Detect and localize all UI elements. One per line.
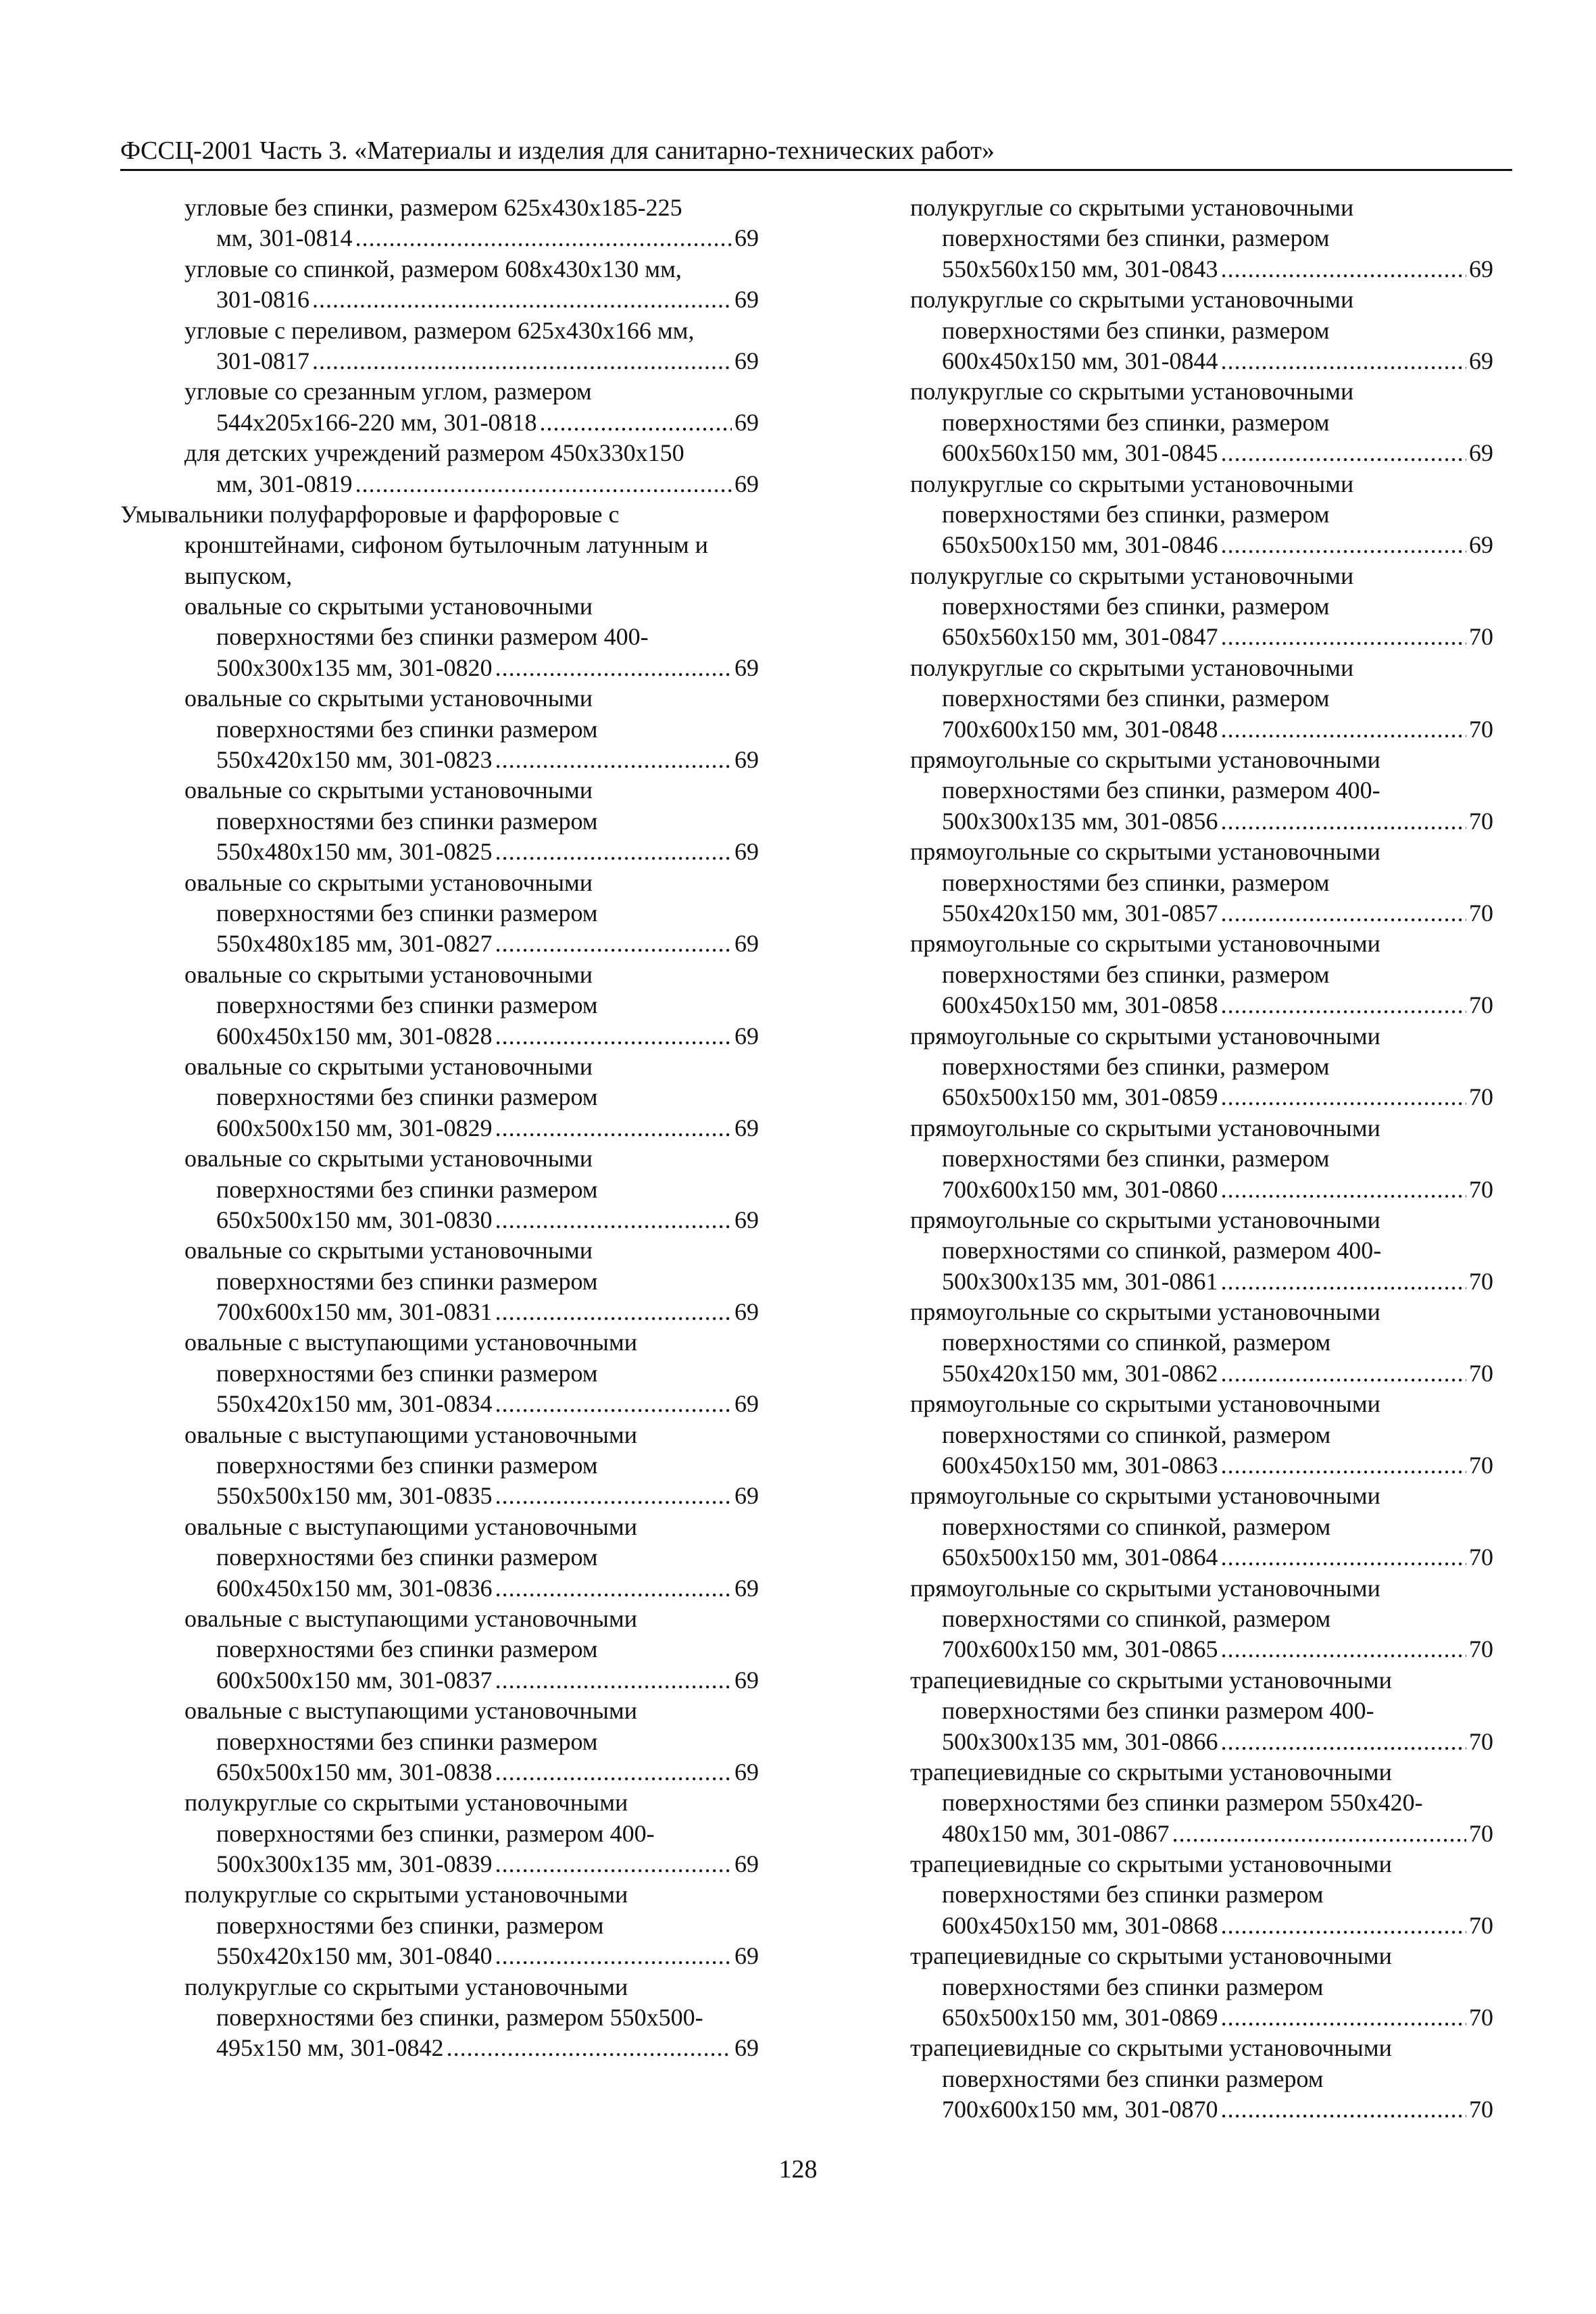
entry-text-line: поверхностями без спинки, размером 400- [216, 1819, 655, 1847]
index-entry [910, 2033, 1493, 2125]
entry-text-line: поверхностями без спинки размером 550х420- [942, 1789, 1423, 1817]
entry-text-line: поверхностями без спинки размером 400- [216, 623, 649, 651]
entry-leader-line [910, 806, 1493, 837]
entry-leader-line [120, 745, 759, 775]
dot-leader [1221, 714, 1466, 745]
entry-code: 700х600х150 мм, 301-0848 [942, 715, 1218, 743]
entry-text-line: трапециевидные со скрытыми установочными [910, 1850, 1392, 1878]
entry-code: 550х420х150 мм, 301-0857 [942, 899, 1218, 927]
entry-leader-line [120, 346, 759, 376]
entry-page-ref: 69 [734, 1574, 759, 1602]
index-entry [910, 285, 1493, 376]
entry-page-ref: 70 [1469, 1452, 1493, 1479]
index-entry [120, 1604, 759, 1696]
dot-leader [495, 1573, 732, 1604]
entry-text-line: полукруглые со скрытыми установочными [184, 1881, 628, 1909]
entry-code: 600х450х150 мм, 301-0868 [942, 1911, 1218, 1939]
entry-leader-line [910, 438, 1493, 468]
entry-code: 700х600х150 мм, 301-0870 [942, 2096, 1218, 2123]
index-entry [120, 254, 759, 316]
dot-leader [1221, 2002, 1466, 2033]
index-entry [120, 1788, 759, 1879]
entry-leader-line [120, 469, 759, 499]
entry-leader-line [120, 1389, 759, 1419]
page-number: 128 [778, 2155, 818, 2184]
dot-leader [1221, 806, 1466, 837]
entry-text-line: поверхностями со спинкой, размером [942, 1512, 1331, 1540]
entry-code: 500х300х135 мм, 301-0861 [942, 1267, 1218, 1295]
entry-text-line: полукруглые со скрытыми установочными [184, 1789, 628, 1817]
entry-text-line: поверхностями без спинки, размером [942, 408, 1330, 436]
index-entry [120, 1235, 759, 1327]
dot-leader [495, 1021, 732, 1052]
entry-text-line: поверхностями без спинки размером [216, 807, 598, 835]
entry-page-ref: 70 [1469, 1819, 1493, 1847]
index-entry [910, 1021, 1493, 1113]
entry-leader-line [910, 714, 1493, 745]
entry-leader-line [910, 2094, 1493, 2125]
entry-code: 700х600х150 мм, 301-0865 [942, 1635, 1218, 1663]
entry-leader-line [910, 1358, 1493, 1389]
entry-text-line: угловые без спинки, размером 625х430х185-225 [184, 194, 682, 221]
index-entry [910, 1941, 1493, 2033]
entry-leader-line [910, 898, 1493, 929]
entry-code: 544х205х166-220 мм, 301-0818 [216, 408, 537, 436]
dot-leader [355, 469, 732, 499]
index-entry [910, 745, 1493, 837]
entry-code: 600х500х150 мм, 301-0837 [216, 1666, 493, 1694]
entry-text-line: Умывальники полуфарфоровые и фарфоровые с [120, 500, 620, 528]
entry-text-line: поверхностями без спинки размером 400- [942, 1697, 1374, 1725]
dot-leader [495, 1941, 732, 1971]
entry-leader-line [120, 1573, 759, 1604]
entry-text-line: прямоугольные со скрытыми установочными [910, 838, 1380, 866]
entry-text-line: полукруглые со скрытыми установочными [910, 470, 1354, 497]
entry-leader-line [910, 1082, 1493, 1112]
entry-code: 500х300х135 мм, 301-0866 [942, 1727, 1218, 1755]
index-entry [120, 683, 759, 775]
dot-leader [1221, 1082, 1466, 1112]
entry-text-line: овальные с выступающими установочными [184, 1421, 638, 1448]
entry-text-line: поверхностями без спинки размером [216, 1267, 598, 1295]
entry-text-line: поверхностями без спинки размером [216, 1083, 598, 1111]
entry-leader-line [120, 1297, 759, 1327]
entry-page-ref: 70 [1469, 1083, 1493, 1111]
entry-text-line: полукруглые со скрытыми установочными [910, 562, 1354, 589]
entry-leader-line [910, 1819, 1493, 1849]
dot-leader [1221, 1911, 1466, 1941]
entry-code: 700х600х150 мм, 301-0860 [942, 1175, 1218, 1203]
entry-code: 650х500х150 мм, 301-0859 [942, 1083, 1218, 1111]
index-entry [910, 1205, 1493, 1297]
dot-leader [1221, 1542, 1466, 1573]
dot-leader [495, 1297, 732, 1327]
entry-text-line: поверхностями со спинкой, размером [942, 1604, 1331, 1632]
entry-page-ref: 69 [734, 347, 759, 374]
entry-page-ref: 69 [734, 470, 759, 497]
entry-text-line: угловые со спинкой, размером 608х430х130 мм, [184, 255, 682, 282]
entry-code: 650х500х150 мм, 301-0830 [216, 1206, 493, 1233]
entry-text-line: овальные со скрытыми установочными [184, 1145, 593, 1173]
dot-leader [495, 1849, 732, 1879]
index-entry [120, 1972, 759, 2064]
entry-page-ref: 69 [1469, 347, 1493, 374]
entry-page-ref: 69 [734, 654, 759, 681]
index-entry [120, 1052, 759, 1143]
entry-text-line: поверхностями со спинкой, размером 400- [942, 1237, 1382, 1264]
entry-text-line: овальные с выступающими установочными [184, 1329, 638, 1356]
entry-leader-line [910, 530, 1493, 560]
entry-text-line: кронштейнами, сифоном бутылочным латунным и [184, 531, 708, 559]
index-entry [910, 1665, 1493, 1757]
entry-text-line: поверхностями без спинки, размером [942, 593, 1330, 620]
entry-text-line: выпуском, [184, 562, 293, 589]
entry-code: мм, 301-0814 [216, 224, 353, 252]
entry-text-line: трапециевидные со скрытыми установочными [910, 1758, 1392, 1786]
entry-code: 700х600х150 мм, 301-0831 [216, 1298, 493, 1326]
entry-text-line: овальные со скрытыми установочными [184, 960, 593, 988]
index-entry [120, 1696, 759, 1788]
entry-text-line: овальные со скрытыми установочными [184, 685, 593, 712]
index-entry [120, 1327, 759, 1419]
header-divider [120, 169, 1512, 171]
entry-leader-line [120, 1665, 759, 1696]
dot-leader [1221, 254, 1466, 285]
dot-leader [1221, 346, 1466, 376]
dot-leader [1221, 1175, 1466, 1205]
dot-leader [1221, 1266, 1466, 1297]
entry-text-line: прямоугольные со скрытыми установочными [910, 746, 1380, 774]
entry-text-line: поверхностями без спинки размером [216, 1175, 598, 1203]
entry-page-ref: 70 [1469, 715, 1493, 743]
index-entry [910, 1849, 1493, 1941]
entry-code: 550х500х150 мм, 301-0835 [216, 1482, 493, 1510]
entry-text-line: поверхностями без спинки, размером 550х500- [216, 2004, 703, 2032]
index-entry [120, 316, 759, 377]
entry-page-ref: 69 [734, 838, 759, 866]
entry-leader-line [120, 285, 759, 315]
dot-leader [1221, 898, 1466, 929]
entry-leader-line [910, 254, 1493, 285]
index-entry [120, 868, 759, 960]
entry-code: 550х420х150 мм, 301-0834 [216, 1390, 493, 1418]
entry-leader-line [120, 1941, 759, 1971]
dot-leader [495, 1113, 732, 1143]
entry-page-ref: 70 [1469, 1267, 1493, 1295]
dot-leader [495, 1757, 732, 1788]
entry-code: 500х300х135 мм, 301-0856 [942, 807, 1218, 835]
entry-text-line: прямоугольные со скрытыми установочными [910, 930, 1380, 958]
entry-text-line: полукруглые со скрытыми установочными [910, 194, 1354, 221]
dot-leader [495, 837, 732, 867]
entry-page-ref: 70 [1469, 2004, 1493, 2032]
entry-text-line: овальные со скрытыми установочными [184, 868, 593, 896]
entry-text-line: прямоугольные со скрытыми установочными [910, 1022, 1380, 1050]
entry-text-line: угловые с переливом, размером 625х430х166 мм, [184, 316, 695, 344]
entry-text-line: овальные со скрытыми установочными [184, 777, 593, 804]
entry-text-line: трапециевидные со скрытыми установочными [910, 2034, 1392, 2062]
index-entry [120, 1512, 759, 1604]
entry-text-line: овальные со скрытыми установочными [184, 593, 593, 620]
entry-text-line: трапециевидные со скрытыми установочными [910, 1666, 1392, 1694]
dot-leader [1221, 1450, 1466, 1481]
entry-page-ref: 69 [734, 1482, 759, 1510]
index-entry [910, 1757, 1493, 1849]
entry-text-line: полукруглые со скрытыми установочными [910, 286, 1354, 314]
index-entry [910, 1389, 1493, 1481]
entry-code: 550х420х150 мм, 301-0840 [216, 1942, 493, 1970]
entry-leader-line [120, 1849, 759, 1879]
dot-leader [495, 653, 732, 683]
entry-text-line: угловые со срезанным углом, размером [184, 378, 592, 405]
entry-text-line: поверхностями без спинки, размером 400- [942, 777, 1380, 804]
entry-page-ref: 70 [1469, 1544, 1493, 1571]
entry-text-line: полукруглые со скрытыми установочными [184, 1973, 628, 2000]
entry-code: 500х300х135 мм, 301-0839 [216, 1850, 493, 1878]
index-entry [120, 193, 759, 254]
dot-leader [495, 1205, 732, 1235]
entry-text-line: прямоугольные со скрытыми установочными [910, 1298, 1380, 1326]
entry-code: 600х450х150 мм, 301-0863 [942, 1452, 1218, 1479]
entry-text-line: поверхностями со спинкой, размером [942, 1329, 1331, 1356]
entry-leader-line [120, 1205, 759, 1235]
entry-leader-line [120, 653, 759, 683]
entry-text-line: поверхностями без спинки размером [216, 899, 598, 927]
entry-code: 550х480х185 мм, 301-0827 [216, 930, 493, 958]
entry-leader-line [910, 1727, 1493, 1757]
entry-text-line: поверхностями без спинки размером [216, 1359, 598, 1387]
entry-code: 480х150 мм, 301-0867 [942, 1819, 1170, 1847]
entry-text-line: овальные с выступающими установочными [184, 1604, 638, 1632]
entry-text-line: трапециевидные со скрытыми установочными [910, 1942, 1392, 1970]
entry-text-line: овальные со скрытыми установочными [184, 1052, 593, 1080]
entry-text-line: поверхностями со спинкой, размером [942, 1421, 1331, 1448]
entry-leader-line [910, 1450, 1493, 1481]
entry-page-ref: 70 [1469, 1911, 1493, 1939]
entry-code: 600х450х150 мм, 301-0858 [942, 991, 1218, 1019]
entry-leader-line [910, 1542, 1493, 1573]
entry-page-ref: 69 [734, 930, 759, 958]
entry-page-ref: 69 [734, 1758, 759, 1786]
entry-text-line: поверхностями без спинки размером [216, 1727, 598, 1755]
entry-leader-line [910, 1175, 1493, 1205]
entry-text-line: поверхностями без спинки размером [216, 991, 598, 1019]
entry-page-ref: 70 [1469, 1359, 1493, 1387]
entry-leader-line [120, 223, 759, 253]
entry-text-line: поверхностями без спинки размером [216, 1635, 598, 1663]
dot-leader [1221, 1358, 1466, 1389]
entry-page-ref: 69 [734, 1390, 759, 1418]
index-entry [910, 193, 1493, 285]
entry-code: 495х150 мм, 301-0842 [216, 2034, 444, 2062]
entry-code: 600х560х150 мм, 301-0845 [942, 439, 1218, 467]
entry-code: 600х500х150 мм, 301-0829 [216, 1114, 493, 1141]
index-entry [120, 1879, 759, 1971]
entry-code: 650х500х150 мм, 301-0869 [942, 2004, 1218, 2032]
dot-leader [447, 2033, 732, 2063]
dot-leader [1172, 1819, 1466, 1849]
entry-text-line: прямоугольные со скрытыми установочными [910, 1482, 1380, 1510]
entry-text-line: поверхностями без спинки, размером [942, 500, 1330, 528]
entry-page-ref: 69 [734, 224, 759, 252]
dot-leader [1221, 438, 1466, 468]
entry-text-line: для детских учреждений размером 450х330х150 [184, 439, 684, 467]
dot-leader [495, 1481, 732, 1511]
entry-page-ref: 69 [734, 286, 759, 314]
dot-leader [1221, 622, 1466, 652]
entry-text-line: овальные с выступающими установочными [184, 1697, 638, 1725]
entry-code: 550х480х150 мм, 301-0825 [216, 838, 493, 866]
entry-code: 550х560х150 мм, 301-0843 [942, 255, 1218, 282]
dot-leader [495, 1389, 732, 1419]
entry-leader-line [120, 408, 759, 438]
entry-text-line: поверхностями без спинки, размером [942, 224, 1330, 252]
index-entry [120, 775, 759, 867]
entry-leader-line [120, 2033, 759, 2063]
entry-text-line: поверхностями без спинки размером [942, 2065, 1324, 2092]
entry-leader-line [910, 1911, 1493, 1941]
entry-code: 650х500х150 мм, 301-0864 [942, 1544, 1218, 1571]
entry-code: 550х420х150 мм, 301-0823 [216, 746, 493, 774]
dot-leader [495, 1665, 732, 1696]
entry-code: 650х560х150 мм, 301-0847 [942, 623, 1218, 651]
dot-leader [540, 408, 732, 438]
index-entry [910, 469, 1493, 561]
entry-code: 550х420х150 мм, 301-0862 [942, 1359, 1218, 1387]
entry-page-ref: 69 [734, 1206, 759, 1233]
entry-code: 600х450х150 мм, 301-0836 [216, 1574, 493, 1602]
entry-leader-line [910, 990, 1493, 1020]
index-entry [120, 1143, 759, 1235]
index-entry [120, 376, 759, 438]
dot-leader [1221, 530, 1466, 560]
entry-page-ref: 69 [734, 1298, 759, 1326]
entry-code: 301-0816 [216, 286, 309, 314]
dot-leader [495, 929, 732, 959]
dot-leader [312, 285, 732, 315]
entry-page-ref: 69 [1469, 439, 1493, 467]
entry-code: 500х300х135 мм, 301-0820 [216, 654, 493, 681]
entry-page-ref: 69 [734, 1942, 759, 1970]
index-entry [120, 591, 759, 683]
entry-text-line: полукруглые со скрытыми установочными [910, 378, 1354, 405]
entry-text-line: поверхностями без спинки, размером [942, 1052, 1330, 1080]
dot-leader [312, 346, 732, 376]
entry-leader-line [910, 1634, 1493, 1665]
entry-text-line: поверхностями без спинки, размером [942, 960, 1330, 988]
entry-leader-line [120, 1021, 759, 1052]
index-entry [910, 653, 1493, 745]
entry-text-line: поверхностями без спинки размером [216, 715, 598, 743]
entry-page-ref: 70 [1469, 899, 1493, 927]
entry-text-line: поверхностями без спинки размером [216, 1544, 598, 1571]
entry-text-line: полукруглые со скрытыми установочными [910, 654, 1354, 681]
dot-leader [495, 745, 732, 775]
entry-page-ref: 69 [734, 746, 759, 774]
entry-page-ref: 69 [734, 1022, 759, 1050]
index-entry [910, 1573, 1493, 1665]
dot-leader [355, 223, 732, 253]
entry-text-line: поверхностями без спинки, размером [942, 316, 1330, 344]
entry-leader-line [910, 622, 1493, 652]
entry-text-line: поверхностями без спинки, размером [216, 1911, 604, 1939]
dot-leader [1221, 1727, 1466, 1757]
page-header: ФССЦ-2001 Часть 3. «Материалы и изделия для санитарно-технических работ» [120, 137, 995, 165]
dot-leader [1221, 2094, 1466, 2125]
entry-code: мм, 301-0819 [216, 470, 353, 497]
dot-leader [1221, 990, 1466, 1020]
entry-code: 600х450х150 мм, 301-0828 [216, 1022, 493, 1050]
entry-page-ref: 69 [1469, 531, 1493, 559]
entry-leader-line [120, 837, 759, 867]
entry-leader-line [910, 2002, 1493, 2033]
entry-page-ref: 69 [734, 1850, 759, 1878]
index-entry [910, 1481, 1493, 1573]
index-column-left [120, 193, 759, 2064]
entry-page-ref: 70 [1469, 991, 1493, 1019]
entry-code: 600х450х150 мм, 301-0844 [942, 347, 1218, 374]
index-entry [120, 1420, 759, 1512]
index-entry [910, 561, 1493, 653]
entry-leader-line [120, 1757, 759, 1788]
index-entry [910, 1113, 1493, 1205]
entry-text-line: поверхностями без спинки, размером [942, 685, 1330, 712]
entry-page-ref: 70 [1469, 1727, 1493, 1755]
entry-page-ref: 69 [734, 2034, 759, 2062]
entry-leader-line [120, 1481, 759, 1511]
dot-leader [1221, 1634, 1466, 1665]
index-entry [910, 929, 1493, 1020]
entry-text-line: поверхностями без спинки размером [216, 1452, 598, 1479]
entry-page-ref: 70 [1469, 1635, 1493, 1663]
index-entry [120, 960, 759, 1052]
index-entry [910, 837, 1493, 929]
entry-leader-line [120, 929, 759, 959]
entry-page-ref: 70 [1469, 807, 1493, 835]
entry-leader-line [910, 346, 1493, 376]
entry-page-ref: 69 [734, 1666, 759, 1694]
entry-text-line: поверхностями без спинки размером [942, 1973, 1324, 2000]
index-entry [120, 499, 759, 591]
index-entry [120, 438, 759, 499]
entry-text-line: поверхностями без спинки размером [942, 1881, 1324, 1909]
entry-text-line: овальные со скрытыми установочными [184, 1237, 593, 1264]
entry-code: 650х500х150 мм, 301-0838 [216, 1758, 493, 1786]
entry-text-line: прямоугольные со скрытыми установочными [910, 1114, 1380, 1141]
entry-code: 650х500х150 мм, 301-0846 [942, 531, 1218, 559]
entry-page-ref: 70 [1469, 623, 1493, 651]
entry-page-ref: 69 [734, 408, 759, 436]
entry-leader-line [120, 1113, 759, 1143]
entry-page-ref: 70 [1469, 1175, 1493, 1203]
index-entry [910, 1297, 1493, 1389]
entry-text-line: прямоугольные со скрытыми установочными [910, 1574, 1380, 1602]
entry-text-line: прямоугольные со скрытыми установочными [910, 1206, 1380, 1233]
entry-text-line: поверхностями без спинки, размером [942, 1145, 1330, 1173]
entry-text-line: овальные с выступающими установочными [184, 1512, 638, 1540]
entry-page-ref: 69 [734, 1114, 759, 1141]
entry-text-line: поверхностями без спинки, размером [942, 868, 1330, 896]
index-entry [910, 376, 1493, 468]
entry-page-ref: 69 [1469, 255, 1493, 282]
entry-code: 301-0817 [216, 347, 309, 374]
index-column-right [910, 193, 1493, 2125]
entry-leader-line [910, 1266, 1493, 1297]
entry-text-line: прямоугольные со скрытыми установочными [910, 1390, 1380, 1418]
entry-page-ref: 70 [1469, 2096, 1493, 2123]
